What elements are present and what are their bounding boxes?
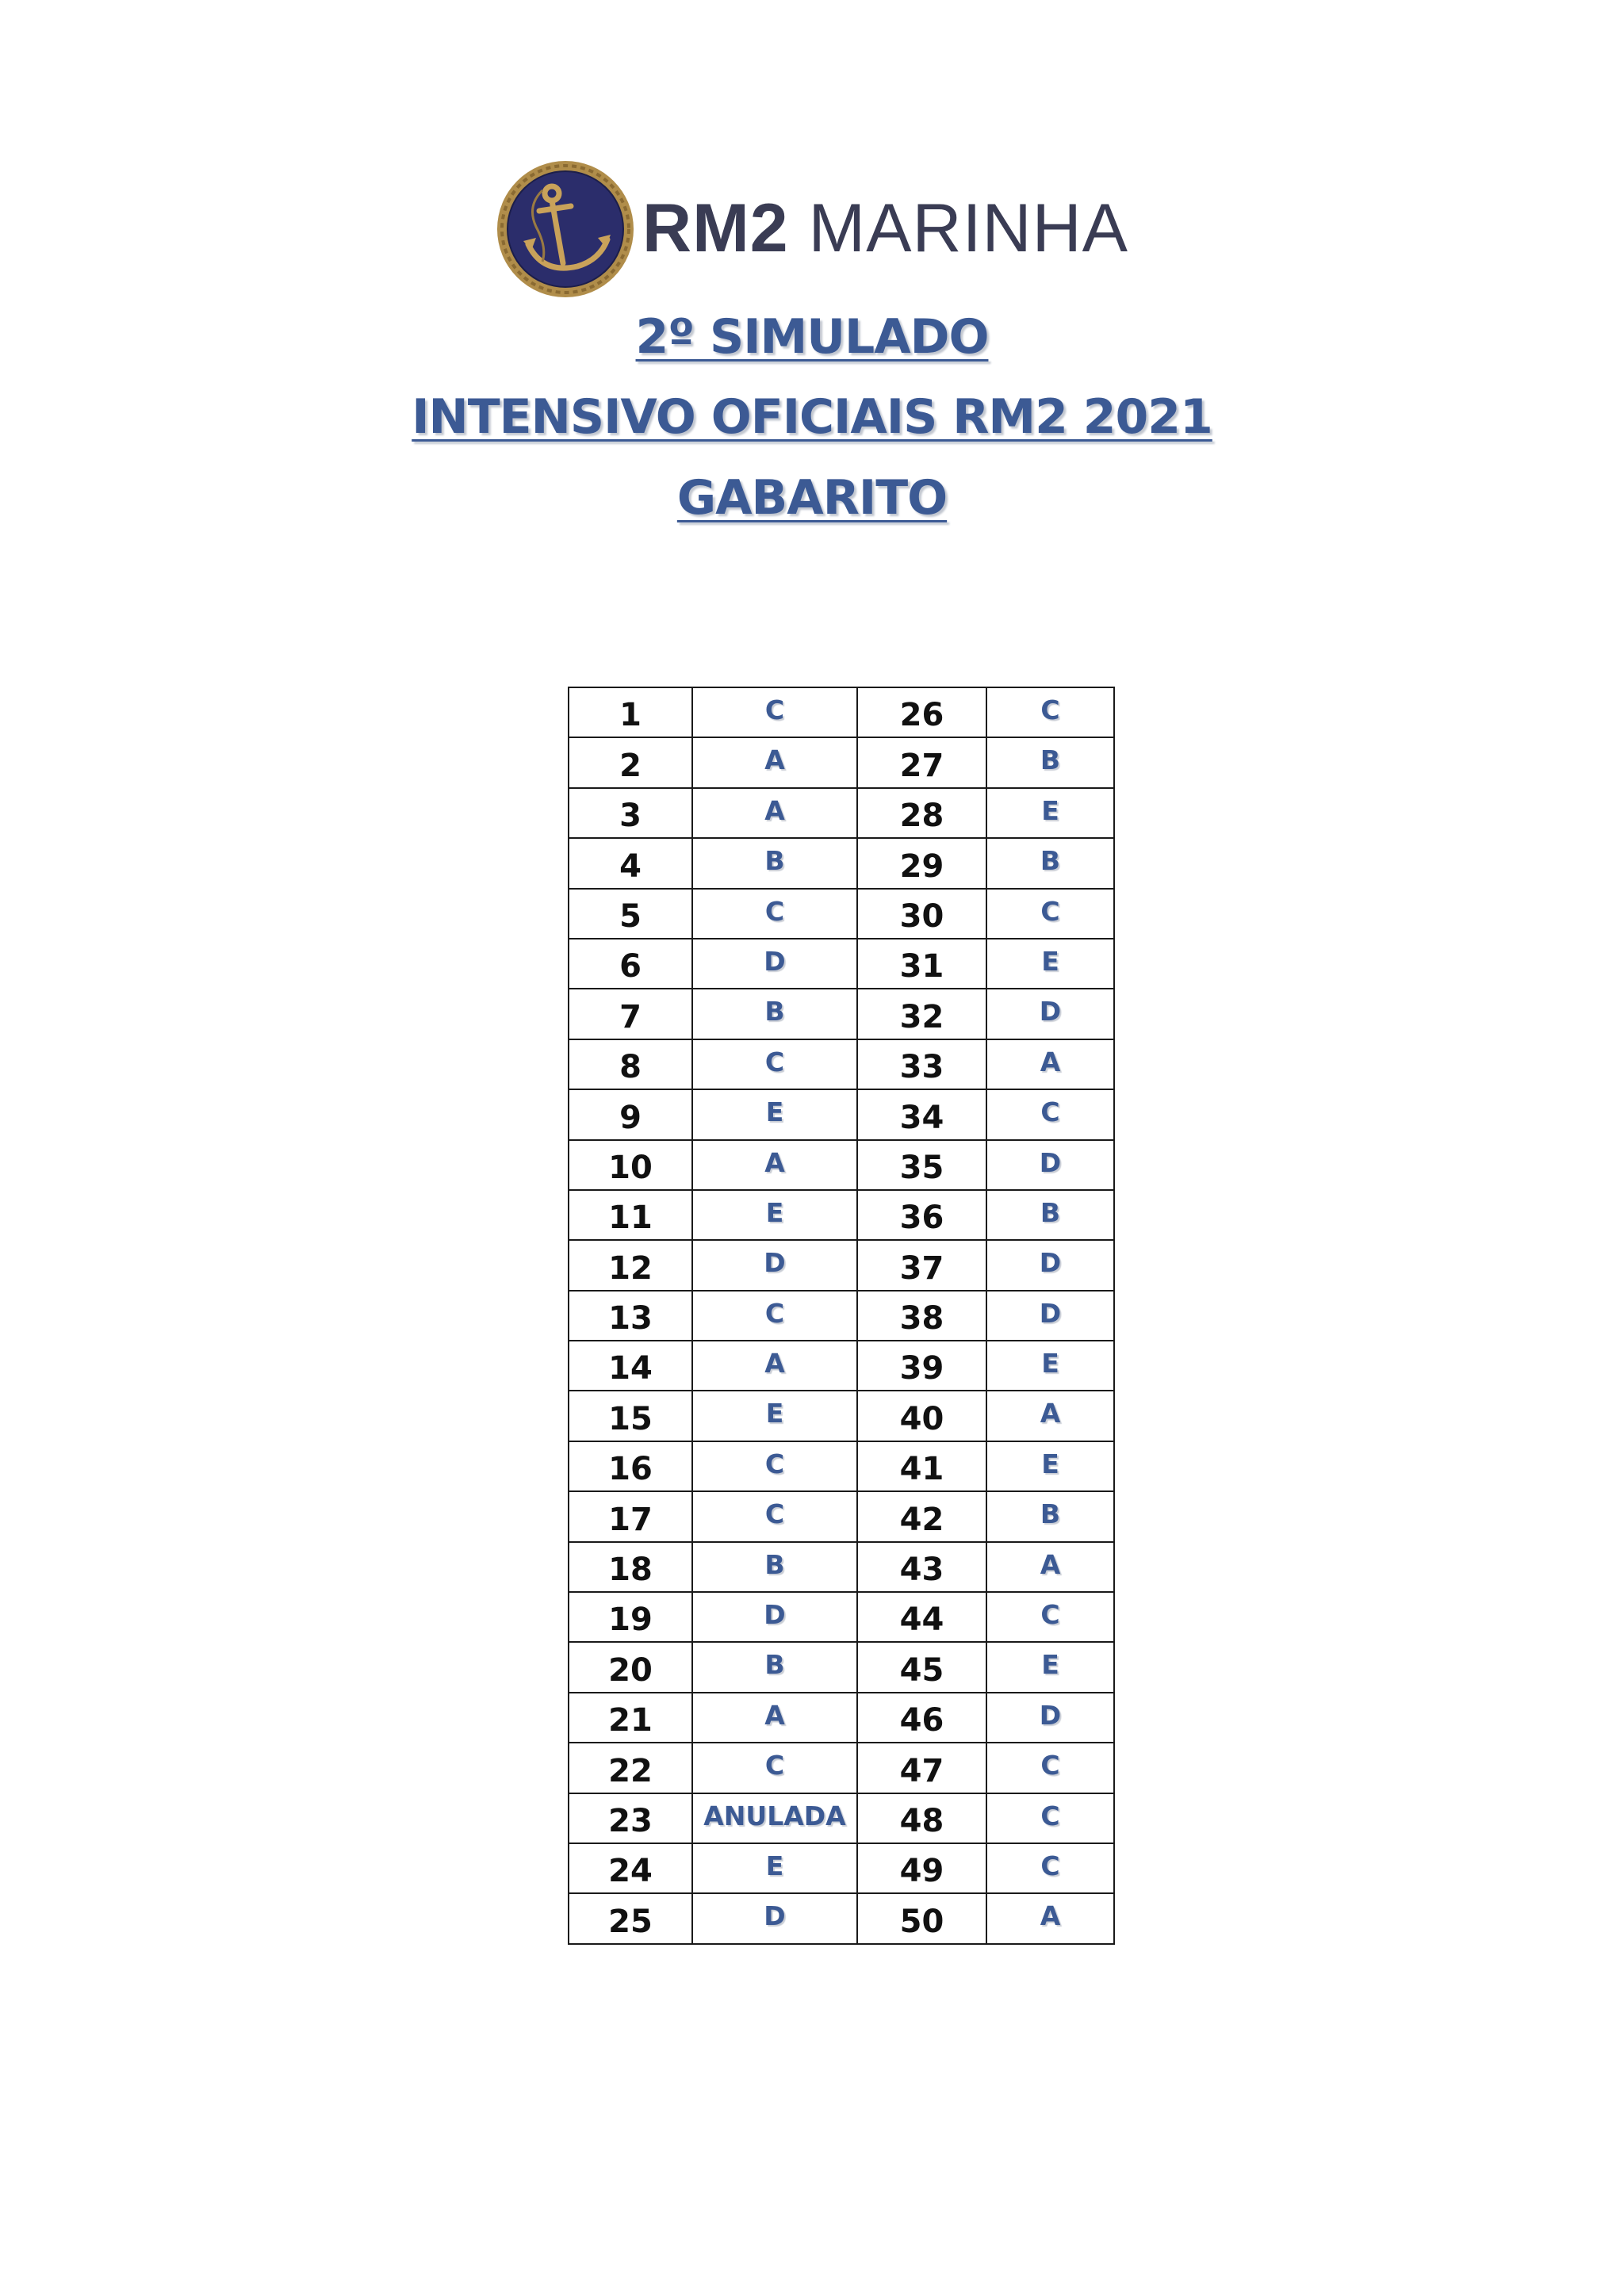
answer-letter: B — [986, 737, 1114, 787]
table-row — [569, 1039, 1114, 1089]
exam-title: 2º SIMULADO — [635, 309, 989, 365]
question-number: 25 — [569, 1893, 692, 1943]
table-row — [569, 1793, 1114, 1843]
answer-letter: C — [986, 1592, 1114, 1642]
question-number: 50 — [857, 1893, 986, 1943]
answer-letter: A — [986, 1391, 1114, 1441]
table-row — [569, 788, 1114, 838]
table-row — [569, 1190, 1114, 1240]
table-row — [569, 687, 1114, 737]
question-number: 15 — [569, 1391, 692, 1441]
question-number: 24 — [569, 1843, 692, 1893]
question-number: 33 — [857, 1039, 986, 1089]
answer-letter: D — [692, 1240, 857, 1290]
question-number: 5 — [569, 889, 692, 939]
question-number: 17 — [569, 1491, 692, 1541]
question-number: 20 — [569, 1642, 692, 1692]
table-row — [569, 1341, 1114, 1391]
question-number: 32 — [857, 989, 986, 1039]
table-row — [569, 1642, 1114, 1692]
question-number: 45 — [857, 1642, 986, 1692]
answer-letter: B — [692, 989, 857, 1039]
question-number: 35 — [857, 1140, 986, 1190]
answer-letter: A — [692, 788, 857, 838]
question-number: 28 — [857, 788, 986, 838]
question-number: 40 — [857, 1391, 986, 1441]
question-number: 29 — [857, 838, 986, 888]
question-number: 8 — [569, 1039, 692, 1089]
question-number: 13 — [569, 1291, 692, 1341]
answer-letter: D — [692, 1893, 857, 1943]
answer-letter: D — [986, 1291, 1114, 1341]
answer-letter: D — [692, 1592, 857, 1642]
table-row — [569, 1441, 1114, 1491]
question-number: 2 — [569, 737, 692, 787]
answer-letter: B — [986, 1491, 1114, 1541]
question-number: 38 — [857, 1291, 986, 1341]
answer-letter: B — [692, 838, 857, 888]
answer-letter: A — [986, 1542, 1114, 1592]
answer-letter: ANULADA — [692, 1793, 857, 1843]
question-number: 6 — [569, 939, 692, 989]
question-number: 4 — [569, 838, 692, 888]
answer-letter: C — [986, 1843, 1114, 1893]
question-number: 46 — [857, 1693, 986, 1743]
answer-letter: D — [692, 939, 857, 989]
answer-letter: C — [692, 1491, 857, 1541]
question-number: 23 — [569, 1793, 692, 1843]
table-row — [569, 1140, 1114, 1190]
question-number: 48 — [857, 1793, 986, 1843]
table-row — [569, 1743, 1114, 1793]
question-number: 10 — [569, 1140, 692, 1190]
answer-letter: E — [692, 1391, 857, 1441]
answer-letter: C — [692, 1743, 857, 1793]
table-row — [569, 1291, 1114, 1341]
answer-letter: A — [692, 1341, 857, 1391]
answer-letter: B — [986, 838, 1114, 888]
question-number: 31 — [857, 939, 986, 989]
answer-letter: A — [986, 1893, 1114, 1943]
question-number: 42 — [857, 1491, 986, 1541]
answer-letter: C — [986, 889, 1114, 939]
question-number: 1 — [569, 687, 692, 737]
question-number: 7 — [569, 989, 692, 1039]
answer-letter: C — [986, 1743, 1114, 1793]
question-number: 19 — [569, 1592, 692, 1642]
question-number: 44 — [857, 1592, 986, 1642]
course-title: INTENSIVO OFICIAIS RM2 2021 — [412, 389, 1212, 445]
question-number: 9 — [569, 1089, 692, 1139]
table-row — [569, 1491, 1114, 1541]
table-row — [569, 1240, 1114, 1290]
table-row — [569, 1893, 1114, 1943]
answer-letter: B — [692, 1542, 857, 1592]
answer-key-table — [568, 687, 1115, 1945]
answer-letter: D — [986, 1240, 1114, 1290]
table-row — [569, 1089, 1114, 1139]
anchor-icon — [495, 159, 636, 300]
table-row — [569, 1843, 1114, 1893]
question-number: 49 — [857, 1843, 986, 1893]
brand-name-rest: MARINHA — [788, 190, 1129, 266]
question-number: 39 — [857, 1341, 986, 1391]
answer-key-rows — [569, 687, 1114, 1944]
answer-letter: A — [692, 1140, 857, 1190]
answer-letter: D — [986, 1140, 1114, 1190]
question-number: 43 — [857, 1542, 986, 1592]
answer-letter: C — [692, 1441, 857, 1491]
question-number: 41 — [857, 1441, 986, 1491]
question-number: 27 — [857, 737, 986, 787]
answer-letter: C — [986, 1089, 1114, 1139]
table-row — [569, 737, 1114, 787]
question-number: 21 — [569, 1693, 692, 1743]
question-number: 12 — [569, 1240, 692, 1290]
table-row — [569, 889, 1114, 939]
table-row — [569, 1592, 1114, 1642]
answer-letter: E — [692, 1089, 857, 1139]
brand-name-strong: RM2 — [642, 190, 789, 266]
answer-letter: C — [692, 1291, 857, 1341]
answer-letter: C — [986, 1793, 1114, 1843]
answer-key-title: GABARITO — [676, 470, 948, 526]
question-number: 47 — [857, 1743, 986, 1793]
answer-letter: C — [692, 1039, 857, 1089]
question-number: 3 — [569, 788, 692, 838]
question-number: 16 — [569, 1441, 692, 1491]
answer-letter: C — [692, 687, 857, 737]
answer-letter: A — [986, 1039, 1114, 1089]
question-number: 30 — [857, 889, 986, 939]
answer-letter: E — [986, 788, 1114, 838]
question-number: 26 — [857, 687, 986, 737]
table-row — [569, 989, 1114, 1039]
answer-letter: A — [692, 1693, 857, 1743]
table-row — [569, 1693, 1114, 1743]
answer-letter: D — [986, 989, 1114, 1039]
answer-letter: B — [692, 1642, 857, 1692]
answer-letter: E — [986, 939, 1114, 989]
answer-letter: E — [986, 1441, 1114, 1491]
question-number: 34 — [857, 1089, 986, 1139]
table-row — [569, 939, 1114, 989]
answer-letter: C — [986, 687, 1114, 737]
answer-letter: B — [986, 1190, 1114, 1240]
answer-letter: D — [986, 1693, 1114, 1743]
brand-name — [642, 189, 1128, 268]
question-number: 11 — [569, 1190, 692, 1240]
answer-letter: E — [986, 1642, 1114, 1692]
answer-letter: A — [692, 737, 857, 787]
question-number: 37 — [857, 1240, 986, 1290]
answer-letter: E — [692, 1190, 857, 1240]
answer-letter: E — [692, 1843, 857, 1893]
table-row — [569, 838, 1114, 888]
question-number: 36 — [857, 1190, 986, 1240]
brand-logo — [495, 159, 1145, 301]
question-number: 18 — [569, 1542, 692, 1592]
answer-letter: E — [986, 1341, 1114, 1391]
table-row — [569, 1391, 1114, 1441]
question-number: 14 — [569, 1341, 692, 1391]
question-number: 22 — [569, 1743, 692, 1793]
table-row — [569, 1542, 1114, 1592]
answer-letter: C — [692, 889, 857, 939]
